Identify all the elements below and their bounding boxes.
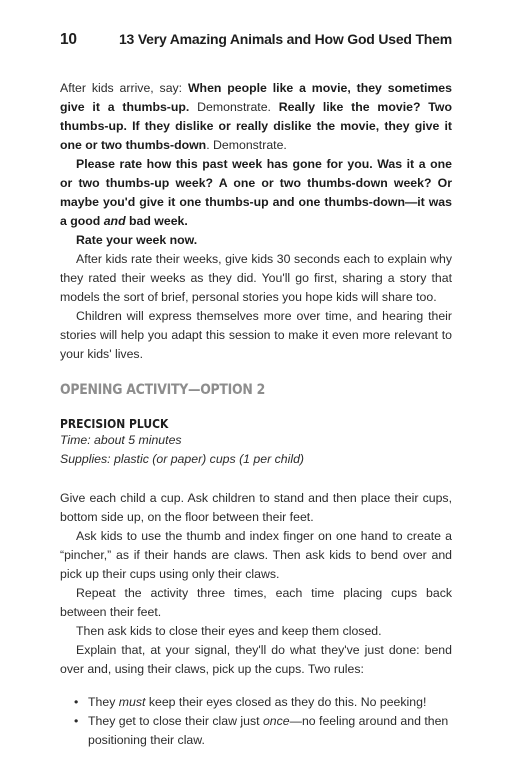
book-title: 13 Very Amazing Animals and How God Used Them [118,31,452,47]
list-item [60,693,452,712]
intro-paragraph-5: Children will express themselves more over time, and hearing their stories will help you adapt this session to make it even more relevant to your kids' lives. [60,309,452,361]
intro-p2-emphasis: and [103,214,126,228]
intro-paragraph-2 [60,155,452,231]
rule-2-text: They get to close their claw just [88,714,263,728]
spacer [60,469,452,489]
rule-1-emphasis: must [118,695,146,709]
rule-2-emphasis: once [262,714,290,728]
page-number: 10 [60,31,77,48]
activity-time: Time: about 5 minutes [60,433,182,447]
intro-p1-direction: Demonstrate. [189,100,279,114]
page-body [60,79,452,750]
bullet-icon: • [74,695,79,709]
running-header [60,31,452,53]
rule-2-end: —no feeling around and then positioning their claw. [88,714,449,747]
intro-p1-spoken: When people like a movie, they sometimes give it a thumbs-up. [60,81,452,114]
intro-p1-spoken-2: Really like the movie? Two thumbs-up. If they dislike or really dislike the movie, they give it one or two thumbs-down [60,100,452,152]
rule-1-text: They [88,695,119,709]
intro-p1-text: After kids arrive, say: [60,81,188,95]
activity-paragraph-1: Give each child a cup. Ask children to stand and then place their cups, bottom side up, on the floor between their feet. [60,491,452,524]
list-item [60,712,452,750]
activity-paragraph-5: Explain that, at your signal, they'll do what they've just done: bend over and, using their claws, pick up the cups. Two rules: [60,643,452,676]
intro-paragraph-4: After kids rate their weeks, give kids 30 seconds each to explain why they rated their weeks as they did. You'll go first, sharing a story that models the sort of brief, personal stories you hope kids will share too. [60,252,452,304]
activity-paragraph-3: Repeat the activity three times, each time placing cups back between their feet. [60,586,452,619]
rules-list [60,693,452,750]
bullet-icon: • [74,714,79,728]
intro-paragraph-1 [60,79,452,155]
intro-paragraph-3: Rate your week now. [76,233,198,247]
rule-1-end: keep their eyes closed as they do this. No peeking! [145,695,427,709]
activity-title: PRECISION PLUCK [60,416,169,431]
intro-p2-text: Please rate how this past week has gone for you. Was it a one or two thumbs-up week? A one or two thumbs-down week? Or maybe you'd give it one thumbs-up and one thumbs-down—it was a good [60,157,452,228]
intro-p2-end: bad week. [125,214,188,228]
activity-paragraph-2: Ask kids to use the thumb and index finger on one hand to create a “pincher,” as if their hands are claws. Then ask kids to bend over and pick up their cups using only their claws. [60,529,452,581]
activity-supplies: Supplies: plastic (or paper) cups (1 per child) [60,452,304,466]
intro-p1-direction-2: . Demonstrate. [206,138,287,152]
activity-paragraph-4: Then ask kids to close their eyes and keep them closed. [76,624,382,638]
section-heading: OPENING ACTIVITY—OPTION 2 [60,382,266,398]
